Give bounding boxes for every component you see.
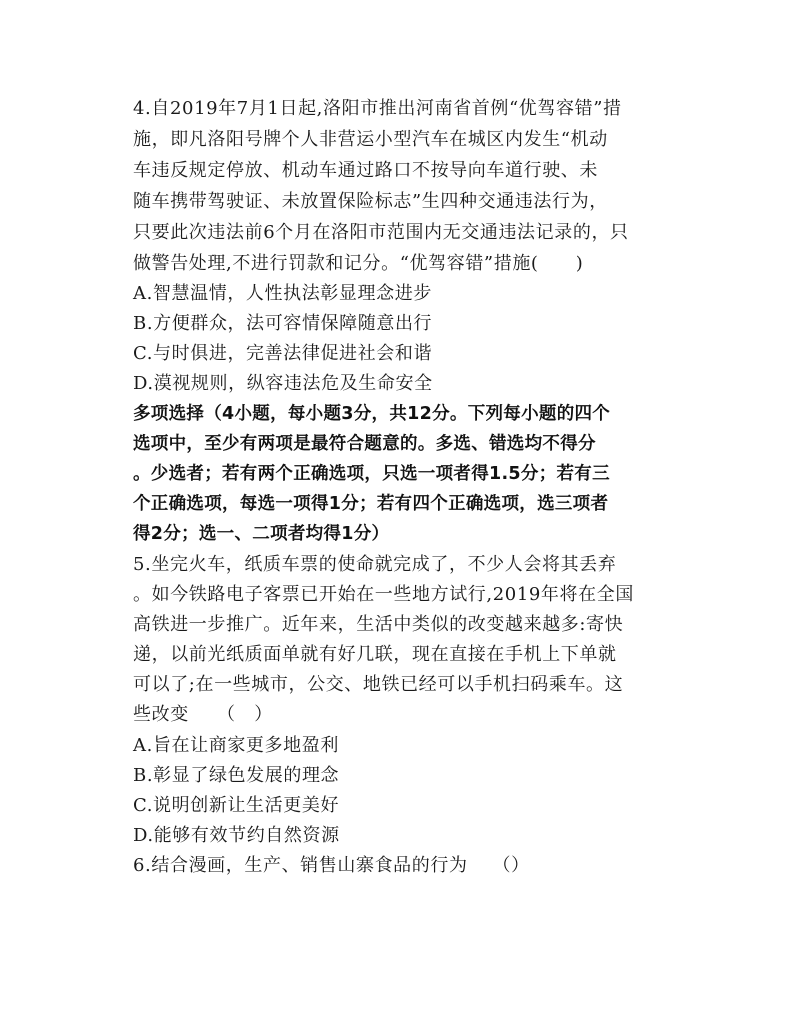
question-4-stem-line-6: 做警告处理,不进行罚款和记分。“优驾容错”措施( ) [133, 253, 584, 274]
question-5-option-d: D.能够有效节约自然资源 [133, 825, 340, 846]
question-6-stem-line-1: 6.结合漫画，生产、销售山寨食品的行为 （） [133, 855, 530, 876]
question-4-option-c: C.与时俱进，完善法律促进社会和谐 [133, 343, 433, 364]
section-instructions-line-5: 得2分；选一、二项者均得1分） [133, 524, 390, 544]
question-5-option-b: B.彰显了绿色发展的理念 [133, 765, 340, 786]
question-5-option-c: C.说明创新让生活更美好 [133, 795, 340, 816]
question-4-stem-line-4: 随车携带驾驶证、未放置保险标志”生四种交通违法行为， [133, 191, 608, 212]
question-5-stem-line-6: 些改变 （ ） [133, 704, 273, 725]
question-4-stem-line-1: 4.自2019年7月1日起,洛阳市推出河南省首例“优驾容错”措 [133, 98, 622, 119]
question-4-stem-line-3: 车违反规定停放、机动车通过路口不按导向车道行驶、未 [133, 160, 598, 181]
question-5-stem-line-2: 。如今铁路电子客票已开始在一些地方试行,2019年将在全国 [133, 584, 634, 605]
section-instructions-line-3: 。少选者；若有两个正确选项，只选一项者得1.5分；若有三 [133, 464, 610, 484]
question-5-stem-line-5: 可以了;在一些城市，公交、地铁已经可以手机扫码乘车。这 [133, 674, 624, 695]
question-5-stem-line-1: 5.坐完火车，纸质车票的使命就完成了，不少人会将其丢弃 [133, 554, 617, 575]
question-4-option-b: B.方便群众，法可容情保障随意出行 [133, 313, 433, 334]
section-instructions-line-2: 选项中，至少有两项是最符合题意的。多选、错选均不得分 [133, 434, 596, 454]
question-5-stem-line-4: 递，以前光纸质面单就有好几联，现在直接在手机上下单就 [133, 644, 617, 665]
section-instructions-line-4: 个正确选项，每选一项得1分；若有四个正确选项，选三项者 [133, 494, 609, 514]
question-5-option-a: A.旨在让商家更多地盈利 [133, 735, 339, 756]
question-4-stem-line-5: 只要此次违法前6个月在洛阳市范围内无交通违法记录的，只 [133, 222, 629, 243]
question-5-stem-line-3: 高铁进一步推广。近年来，生活中类似的改变越来越多:寄快 [133, 614, 624, 635]
question-4-stem-line-2: 施，即凡洛阳号牌个人非营运小型汽车在城区内发生“机动 [133, 129, 608, 150]
section-instructions-line-1: 多项选择（4小题，每小题3分，共12分。下列每小题的四个 [133, 404, 611, 424]
question-4-option-d: D.漠视规则，纵容违法危及生命安全 [133, 373, 433, 394]
question-4-option-a: A.智慧温情，人性执法彰显理念进步 [133, 283, 432, 304]
